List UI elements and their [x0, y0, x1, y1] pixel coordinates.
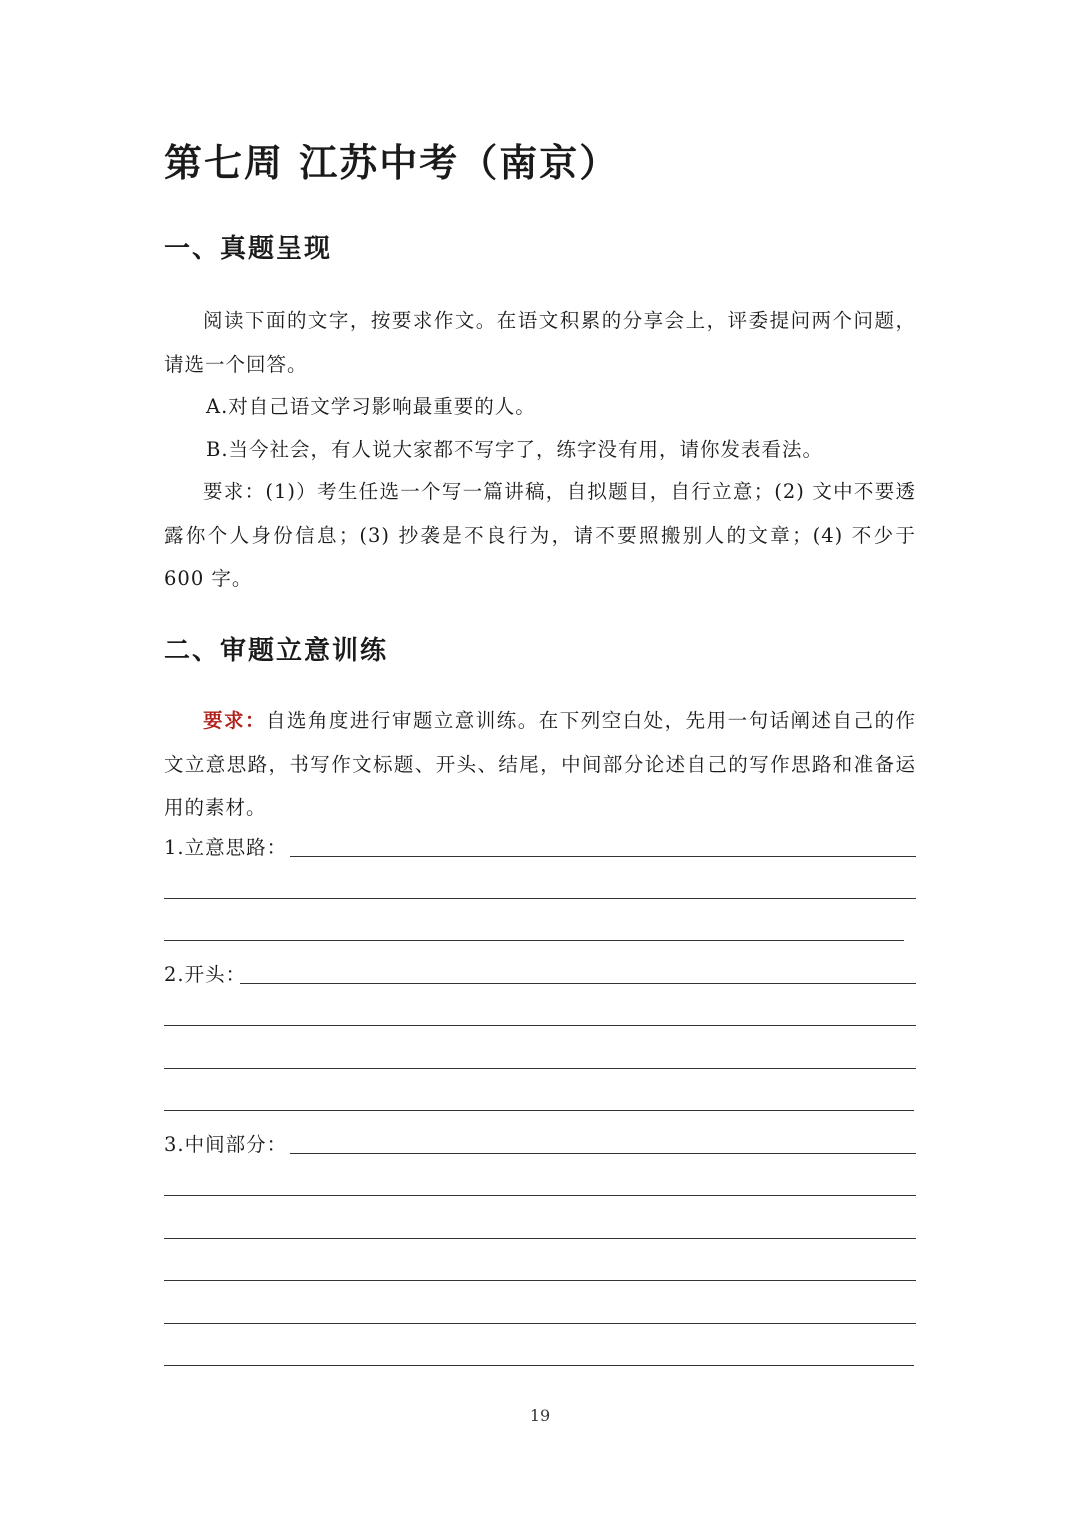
- section2-heading: 二、审题立意训练: [164, 636, 389, 666]
- section1-requirements: 要求：(1)）考生任选一个写一篇讲稿，自拟题目，自行立意；(2) 文中不要透露你个人身份信息；(3) 抄袭是不良行为，请不要照搬别人的文章；(4) 不少于 600 字。: [164, 480, 916, 590]
- requirement-text: 自选角度进行审题立意训练。在下列空白处，先用一句话阐述自己的作文立意思路，书写作文标题、开头、结尾，中间部分论述自己的写作思路和准备运用的素材。: [164, 709, 916, 819]
- answer-line[interactable]: [164, 1280, 916, 1281]
- field-label-middle: 3.中间部分：: [164, 1133, 288, 1156]
- answer-line[interactable]: [290, 1153, 916, 1154]
- answer-line[interactable]: [164, 1238, 916, 1239]
- answer-line[interactable]: [164, 940, 904, 941]
- section2-requirements: [164, 699, 916, 830]
- field-label-opening: 2.开头：: [164, 963, 247, 986]
- answer-line[interactable]: [164, 1323, 916, 1324]
- option-b: B.当今社会，有人说大家都不写字了，练字没有用，请你发表看法。: [206, 438, 824, 461]
- field-label-idea: 1.立意思路：: [164, 836, 288, 859]
- answer-line[interactable]: [164, 1110, 914, 1111]
- section1-heading: 一、真题呈现: [164, 234, 333, 264]
- answer-line[interactable]: [290, 856, 916, 857]
- answer-line[interactable]: [164, 1195, 916, 1196]
- answer-line[interactable]: [164, 898, 916, 899]
- answer-line[interactable]: [164, 1068, 916, 1069]
- answer-line[interactable]: [164, 1365, 914, 1366]
- answer-line[interactable]: [164, 1025, 916, 1026]
- page-title: 第七周 江苏中考（南京）: [164, 141, 620, 185]
- option-a: A.对自己语文学习影响最重要的人。: [206, 395, 536, 418]
- page-number: 19: [529, 1406, 551, 1425]
- answer-line[interactable]: [240, 983, 916, 984]
- requirement-label: 要求：: [203, 709, 266, 732]
- section1-intro: 阅读下面的文字，按要求作文。在语文积累的分享会上，评委提问两个问题，请选一个回答。: [164, 309, 916, 376]
